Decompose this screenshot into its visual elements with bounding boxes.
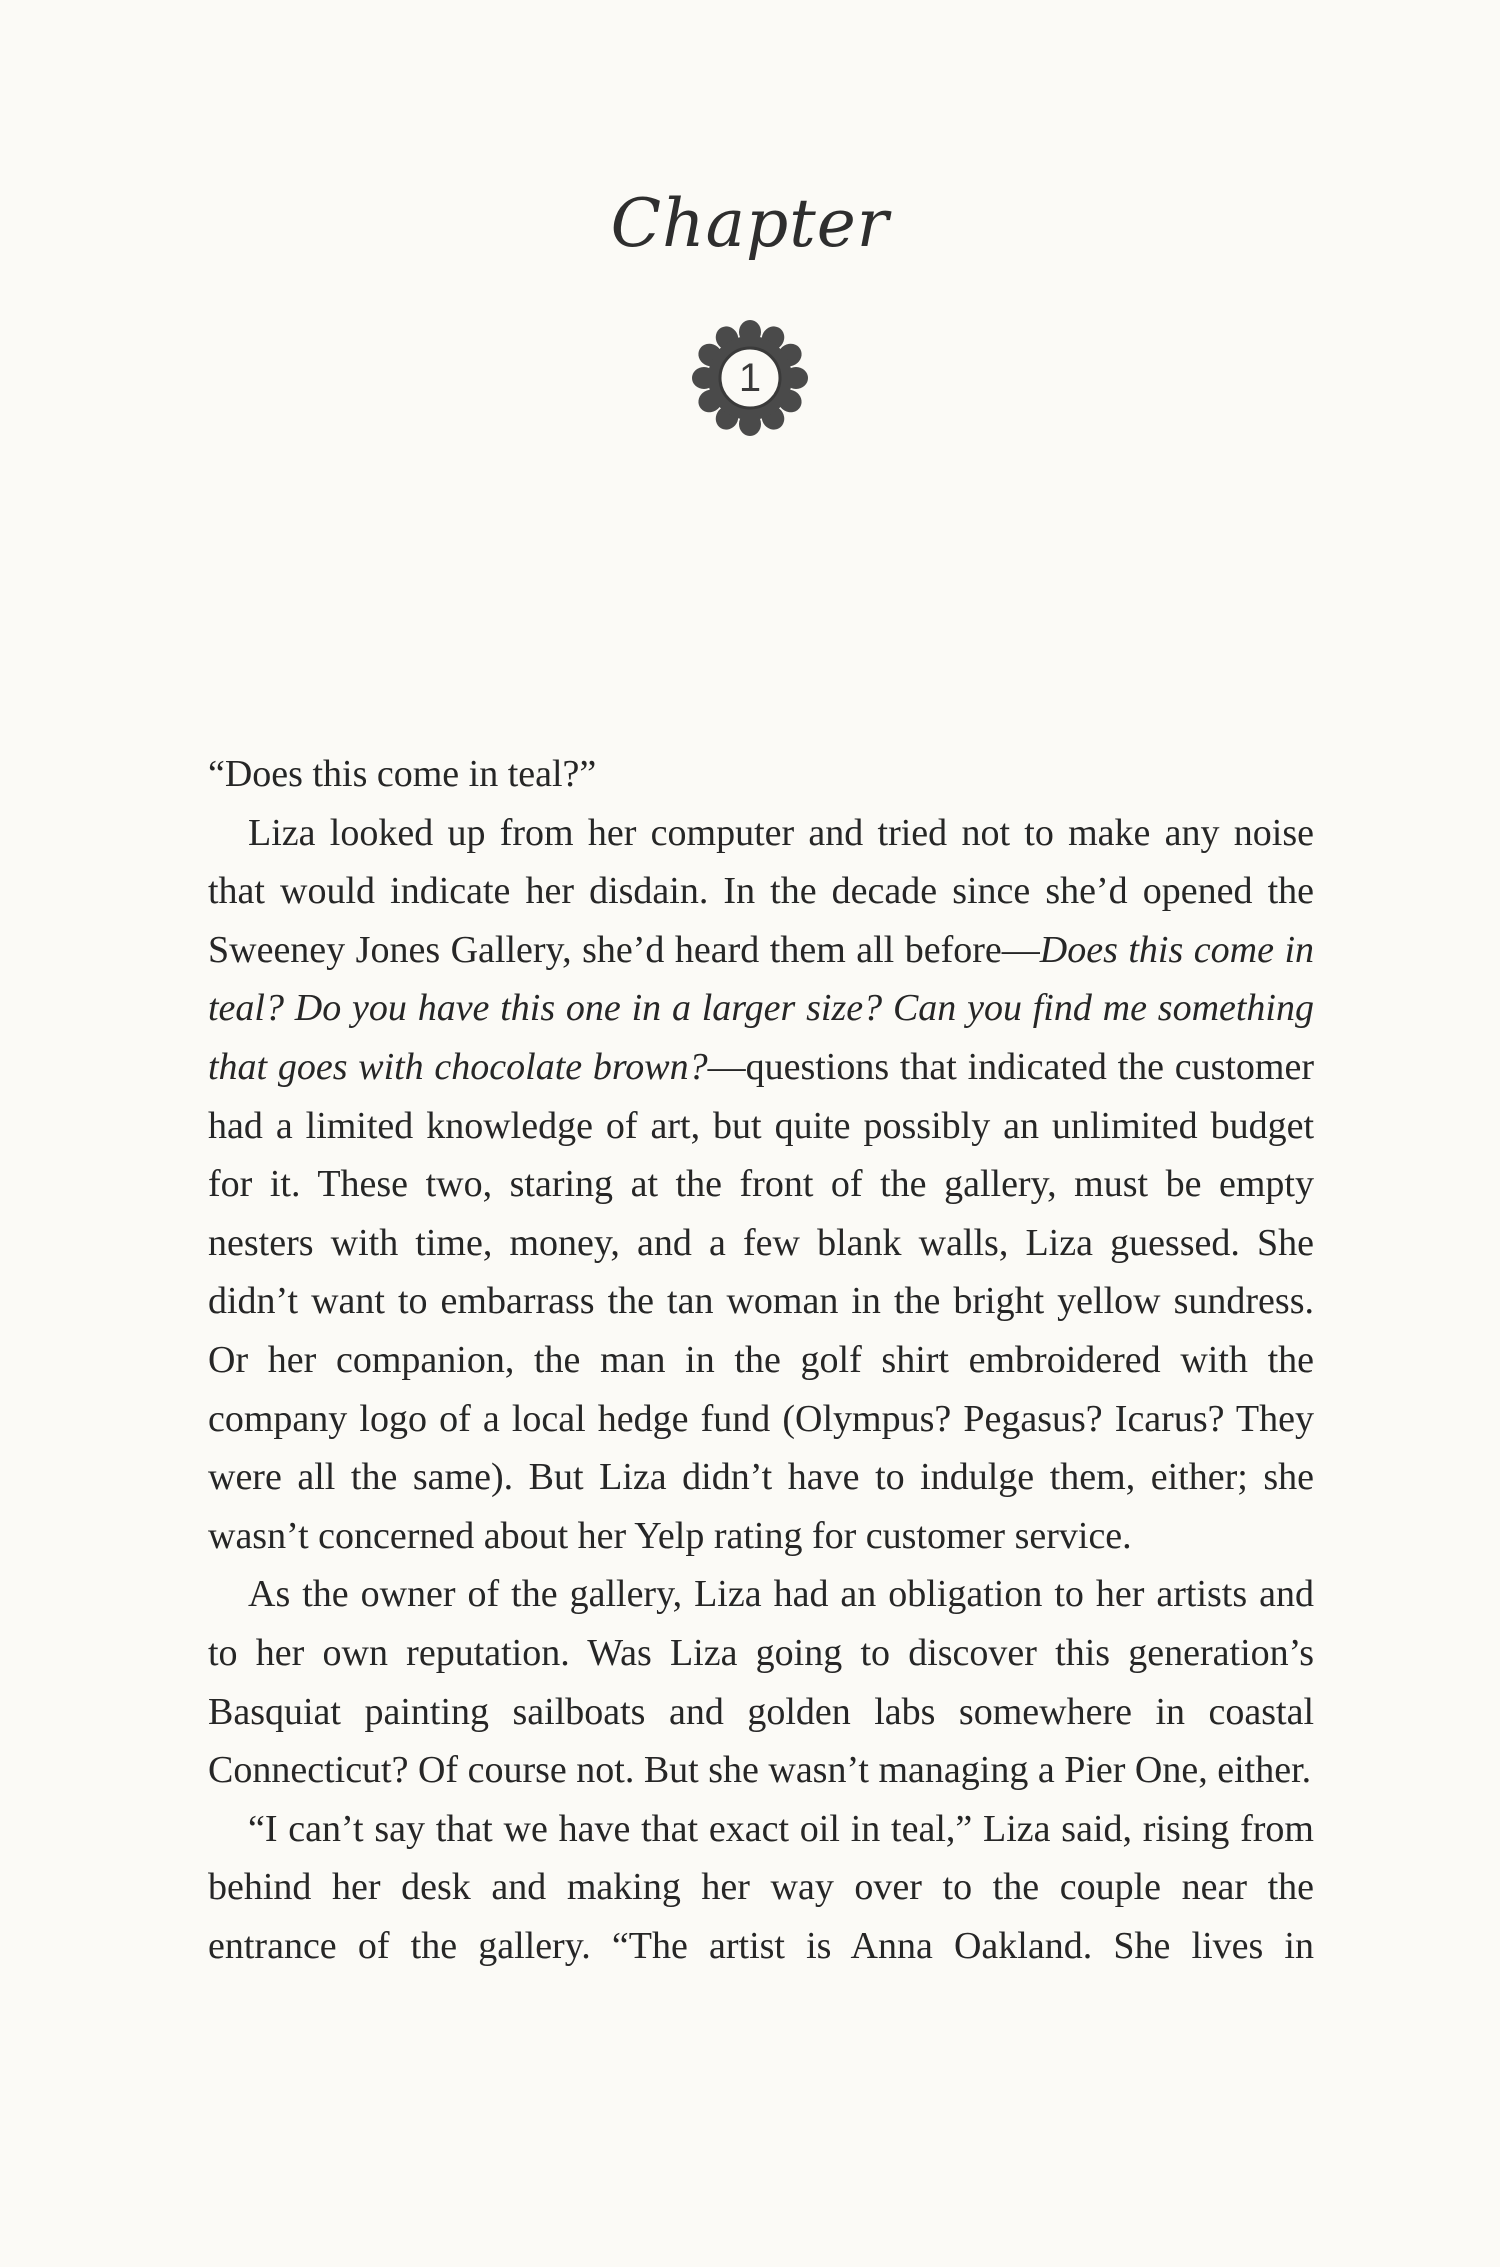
chapter-number: 1: [738, 356, 762, 400]
paragraph-2-text-b: —questions that indicated the customer had a limited knowledge of art, but quite possibly an unlimited budget for it. These two, staring at the front of the gallery, must be empty nesters with time, money, and a few blank walls, Liza guessed. She didn’t want to embarrass the tan woman in the bright yellow sundress. Or her companion, the man in the golf shirt embroidered with the company logo of a local hedge fund (Olympus? Pegasus? Icarus? They were all the same). But Liza didn’t have to indulge them, either; she wasn’t concerned about her Yelp rating for customer service.: [208, 1045, 1315, 1557]
chapter-heading: Chapter: [610, 185, 890, 262]
chapter-body: [208, 745, 1314, 1975]
paragraph-2-italic-questions: Does this come in teal? Do you have this one in a larger size? Can you find me something that goes with chocolate brown?: [208, 928, 1315, 1088]
paragraph-4: “I can’t say that we have that exact oil in teal,” Liza said, rising from behind her desk and making her way over to the couple near the entrance of the gallery. “The artist is Anna Oakland. She lives in: [208, 1807, 1314, 1967]
paragraph-2-text-a: Liza looked up from her computer and tried not to make any noise that would indicate her disdain. In the decade since she’d opened the Sweeney Jones Gallery, she’d heard them all before—: [208, 811, 1314, 971]
paragraph-3: As the owner of the gallery, Liza had an obligation to her artists and to her own reputation. Was Liza going to discover this generation’s Basquiat painting sailboats and golden labs somewhere in coastal Connecticut? Of course not. But she wasn’t managing a Pier One, either.: [208, 1573, 1314, 1792]
chapter-badge: [690, 318, 810, 438]
paragraph-2: [208, 804, 1314, 1566]
paragraph-1: “Does this come in teal?”: [208, 753, 597, 795]
